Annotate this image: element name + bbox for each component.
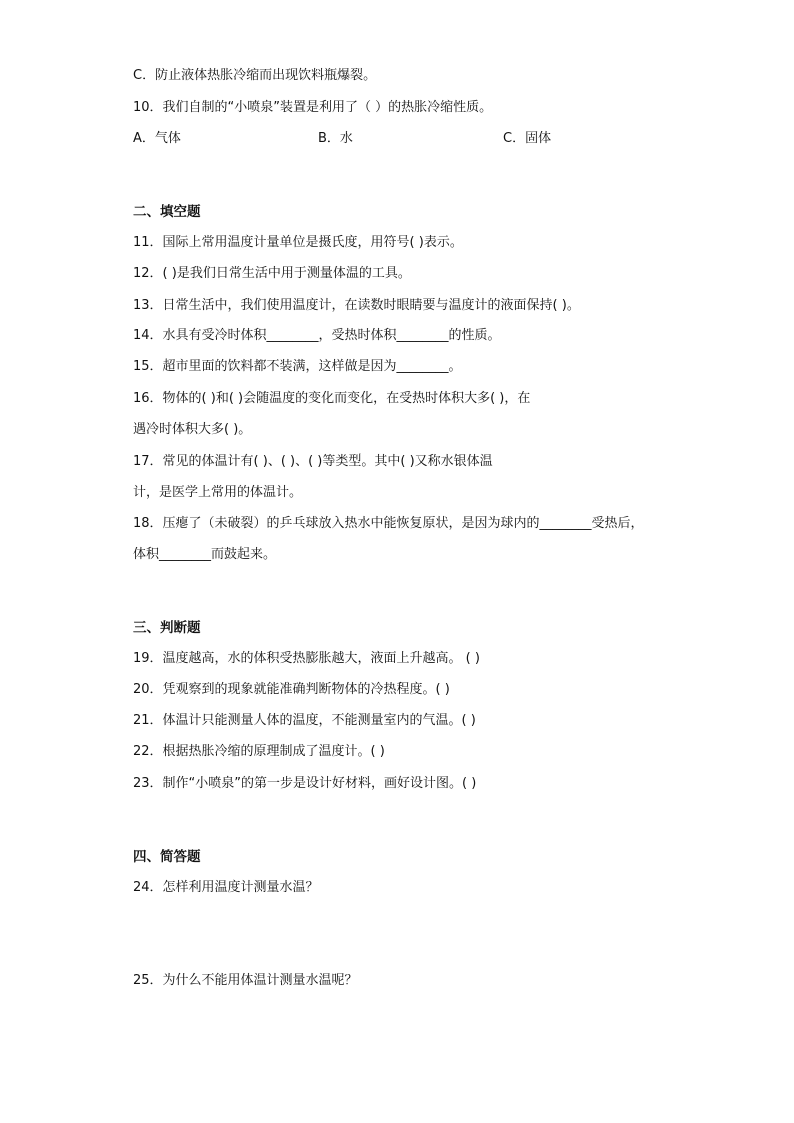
section-title-true-false: 三、判断题: [133, 620, 201, 636]
line-q10: 10．我们自制的“小喷泉”装置是利用了（ ）的热胀冷缩性质。: [133, 100, 493, 115]
line-q23: 23．制作“小喷泉”的第一步是设计好材料，画好设计图。( ): [133, 776, 477, 791]
line-q22: 22．根据热胀冷缩的原理制成了温度计。( ): [133, 744, 385, 759]
section-title-short-answer: 四、简答题: [133, 849, 201, 865]
q10-option-b: B．水: [318, 131, 353, 146]
line-q14: 14．水具有受冷时体积________，受热时体积________的性质。: [133, 328, 501, 343]
line-q15: 15．超市里面的饮料都不装满，这样做是因为________。: [133, 359, 462, 374]
line-q9c: C．防止液体热胀冷缩而出现饮料瓶爆裂。: [133, 68, 377, 83]
line-q16a: 16．物体的( )和( )会随温度的变化而变化，在受热时体积大多( )，在: [133, 391, 531, 406]
line-q17a: 17．常见的体温计有( )、( )、( )等类型。其中( )又称水银体温: [133, 454, 493, 469]
line-q25: 25．为什么不能用体温计测量水温呢？: [133, 973, 358, 988]
line-q24: 24．怎样利用温度计测量水温？: [133, 880, 319, 895]
line-q21: 21．体温计只能测量人体的温度，不能测量室内的气温。( ): [133, 713, 476, 728]
line-q20: 20．凭观察到的现象就能准确判断物体的冷热程度。( ): [133, 682, 450, 697]
line-q11: 11．国际上常用温度计量单位是摄氏度，用符号( )表示。: [133, 235, 463, 250]
q10-option-a: A．气体: [133, 131, 181, 146]
line-q18b: 体积________而鼓起来。: [133, 547, 277, 562]
line-q18a: 18．压瘪了（未破裂）的乒乓球放入热水中能恢复原状，是因为球内的________受热后，: [133, 516, 644, 531]
line-q13: 13．日常生活中，我们使用温度计，在读数时眼睛要与温度计的液面保持( )。: [133, 298, 580, 313]
section-title-fill-blank: 二、填空题: [133, 204, 201, 220]
line-q16b: 遇冷时体积大多( )。: [133, 422, 252, 437]
line-q19: 19．温度越高，水的体积受热膨胀越大，液面上升越高。 ( ): [133, 651, 480, 666]
line-q12: 12．( )是我们日常生活中用于测量体温的工具。: [133, 266, 411, 281]
q10-option-c: C．固体: [503, 131, 552, 146]
line-q17b: 计，是医学上常用的体温计。: [133, 485, 303, 500]
